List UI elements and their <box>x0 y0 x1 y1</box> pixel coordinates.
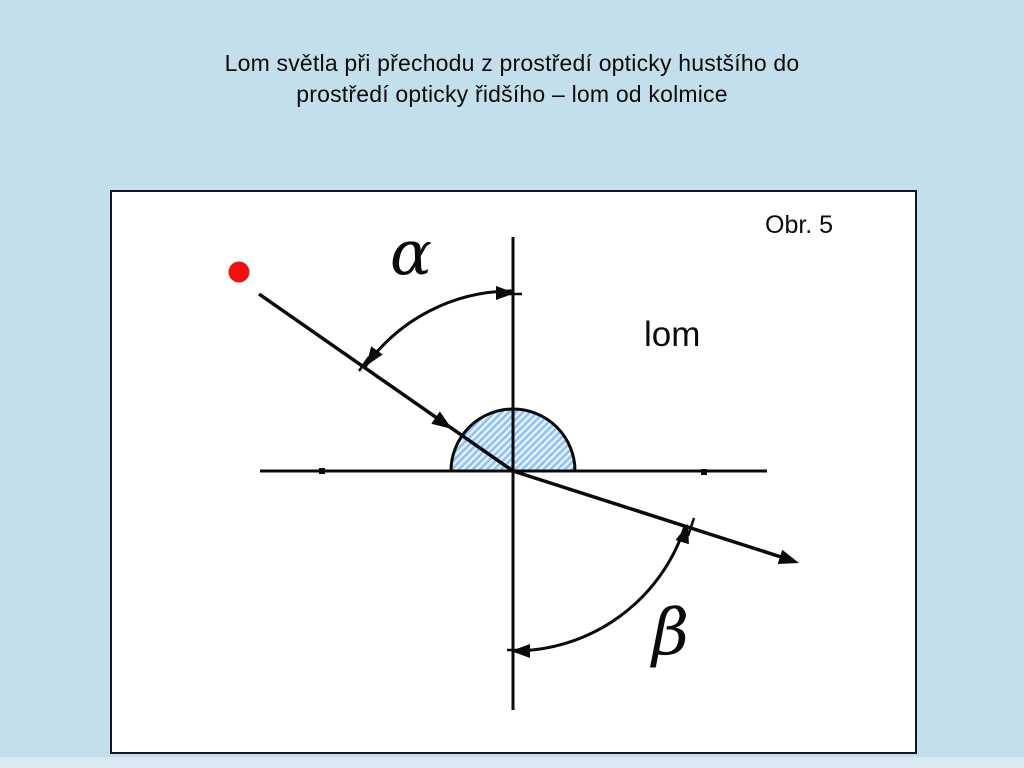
refracted-ray-arrowhead <box>778 550 802 570</box>
interface-dot-right <box>701 469 707 475</box>
bottom-edge-strip <box>0 757 1024 768</box>
beta-label: β <box>652 596 689 670</box>
figure-caption: Obr. 5 <box>765 211 834 239</box>
slide-title-line1: Lom světla při přechodu z prostředí opticky hustšího do <box>224 50 800 76</box>
alpha-label: α <box>390 216 432 289</box>
refracted-ray <box>513 471 792 561</box>
light-source-dot <box>229 262 250 283</box>
alpha-angle-arc <box>365 291 513 367</box>
lom-label: lom <box>644 315 701 354</box>
slide-title-line2: prostředí opticky řidšího – lom od kolmice <box>296 81 728 107</box>
interface-dot-left <box>319 468 325 474</box>
incident-ray <box>259 294 513 471</box>
